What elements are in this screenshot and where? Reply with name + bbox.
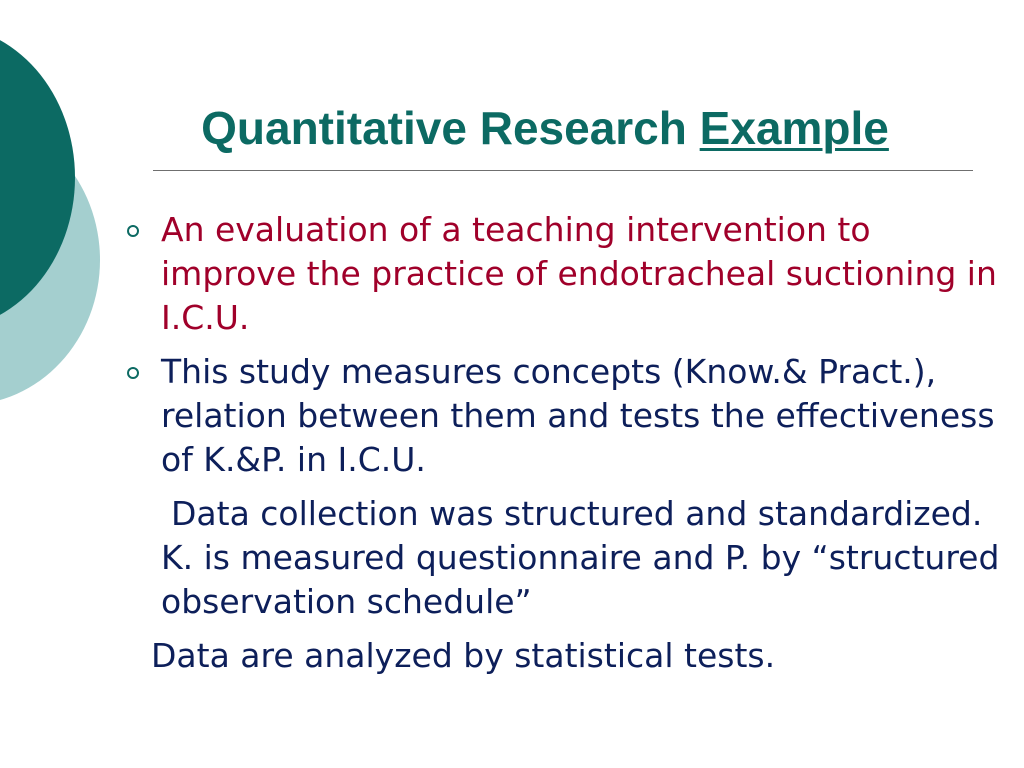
bullet-item-evaluation xyxy=(125,208,1015,340)
bullet-item-study xyxy=(125,350,1015,482)
data-collection-paragraph: Data collection was structured and standardized. K. is measured questionnaire and P. by “structured observation schedule” xyxy=(161,494,1000,621)
bullet-text: An evaluation of a teaching intervention to improve the practice of endotracheal suctioning in I.C.U. xyxy=(161,210,997,337)
bullet-text: This study measures concepts (Know.& Pract.), relation between them and tests the effectiveness of K.&P. in I.C.U. xyxy=(161,352,995,479)
title-example-link[interactable]: Example xyxy=(699,102,889,154)
slide-title xyxy=(120,100,970,156)
hollow-circle-icon xyxy=(127,225,139,237)
slide-body xyxy=(125,208,1015,678)
title-main-text: Quantitative Research xyxy=(201,102,700,154)
hollow-circle-icon xyxy=(127,367,139,379)
closing-line: Data are analyzed by statistical tests. xyxy=(151,636,776,675)
title-divider xyxy=(153,170,973,171)
